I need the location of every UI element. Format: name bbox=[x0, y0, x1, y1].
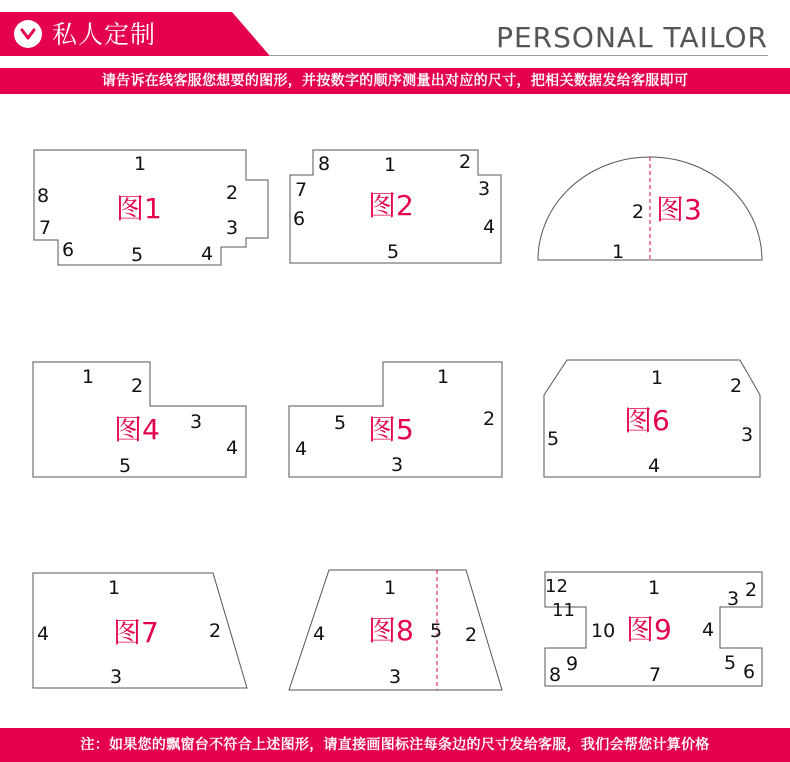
diagram-4-label-4: 4 bbox=[226, 437, 239, 459]
diagram-1-label-1: 1 bbox=[134, 153, 147, 175]
diagram-2-caption: 图2 bbox=[368, 189, 414, 222]
diagram-5-label-2: 2 bbox=[483, 408, 496, 430]
diagram-3-caption: 图3 bbox=[656, 193, 702, 226]
header-title: 私人定制 bbox=[52, 20, 157, 49]
diagram-5-label-4: 4 bbox=[295, 438, 308, 460]
diagram-9-label-10: 10 bbox=[591, 620, 616, 642]
diagram-7-label-1: 1 bbox=[108, 577, 121, 599]
diagram-6-label-3: 3 bbox=[741, 424, 754, 446]
diagram-7-label-2: 2 bbox=[209, 620, 222, 642]
diagram-1-label-6: 6 bbox=[62, 239, 75, 261]
diagram-8-label-5: 5 bbox=[430, 620, 443, 642]
diagram-7-label-3: 3 bbox=[110, 666, 123, 688]
diagram-6-label-1: 1 bbox=[651, 367, 664, 389]
diagram-8-label-1: 1 bbox=[384, 577, 397, 599]
diagram-9-label-4: 4 bbox=[702, 619, 715, 641]
diagram-8-label-2: 2 bbox=[465, 624, 478, 646]
diagram-4 bbox=[33, 362, 246, 477]
diagram-9-caption: 图9 bbox=[626, 613, 672, 646]
diagram-5-caption: 图5 bbox=[368, 413, 414, 446]
diagram-1-label-7: 7 bbox=[39, 217, 52, 239]
diagram-9-label-2: 2 bbox=[745, 579, 758, 601]
diagram-9-label-8: 8 bbox=[549, 664, 562, 686]
diagram-5-label-5: 5 bbox=[334, 412, 347, 434]
diagram-8-caption: 图8 bbox=[368, 614, 414, 647]
diagram-9-label-1: 1 bbox=[648, 577, 661, 599]
diagram-1-label-8: 8 bbox=[37, 185, 50, 207]
diagram-9-label-7: 7 bbox=[649, 664, 662, 686]
instruction-bar: 请告诉在线客服您想要的图形，并按数字的顺序测量出对应的尺寸，把相关数据发给客服即可 bbox=[0, 68, 790, 94]
diagram-9-label-9: 9 bbox=[566, 653, 579, 675]
diagram-4-label-3: 3 bbox=[190, 411, 203, 433]
diagram-4-caption: 图4 bbox=[114, 413, 160, 446]
diagram-6-caption: 图6 bbox=[624, 404, 670, 437]
diagram-2-label-4: 4 bbox=[483, 216, 496, 238]
diagram-2-label-1: 1 bbox=[384, 154, 397, 176]
diagram-9-label-6: 6 bbox=[743, 661, 756, 683]
diagram-1-caption: 图1 bbox=[116, 192, 162, 225]
header-subtitle-en: PERSONAL TAILOR bbox=[496, 21, 768, 54]
diagram-5-label-1: 1 bbox=[437, 366, 450, 388]
footer-note: 注：如果您的飘窗台不符合上述图形，请直接画图标注每条边的尺寸发给客服，我们会帮您计算价格 bbox=[0, 728, 790, 762]
diagram-3-label-1: 1 bbox=[612, 241, 625, 263]
diagram-4-label-2: 2 bbox=[131, 375, 144, 397]
diagram-8 bbox=[289, 570, 502, 690]
diagram-2-label-3: 3 bbox=[478, 178, 491, 200]
diagram-2-label-2: 2 bbox=[459, 151, 472, 173]
diagram-9-label-5: 5 bbox=[724, 652, 737, 674]
diagram-5-label-3: 3 bbox=[391, 454, 404, 476]
diagram-2-label-7: 7 bbox=[295, 179, 308, 201]
diagram-7-caption: 图7 bbox=[113, 616, 159, 649]
diagram-3-label-2: 2 bbox=[632, 201, 645, 223]
diagram-5 bbox=[289, 362, 502, 477]
diagram-7 bbox=[33, 573, 247, 688]
diagram-2-label-5: 5 bbox=[387, 241, 400, 263]
diagram-6-label-2: 2 bbox=[730, 375, 743, 397]
diagram-8-label-3: 3 bbox=[389, 666, 402, 688]
diagram-6 bbox=[544, 360, 760, 477]
diagram-4-label-5: 5 bbox=[119, 455, 132, 477]
diagram-9-label-12: 12 bbox=[545, 576, 568, 597]
diagram-2-label-6: 6 bbox=[293, 208, 306, 230]
diagram-3 bbox=[538, 157, 762, 263]
diagram-1-label-4: 4 bbox=[201, 243, 214, 265]
diagram-8-label-4: 4 bbox=[313, 623, 326, 645]
diagram-7-label-4: 4 bbox=[37, 623, 50, 645]
diagram-2 bbox=[290, 150, 501, 263]
diagram-1-label-5: 5 bbox=[131, 244, 144, 266]
diagram-1 bbox=[34, 150, 268, 266]
diagram-9-label-11: 11 bbox=[552, 600, 575, 621]
diagram-9 bbox=[545, 572, 762, 686]
diagram-4-label-1: 1 bbox=[82, 366, 95, 388]
diagram-1-label-3: 3 bbox=[226, 217, 239, 239]
diagram-2-label-8: 8 bbox=[318, 153, 331, 175]
diagram-6-label-4: 4 bbox=[648, 455, 661, 477]
diagram-9-label-3: 3 bbox=[727, 588, 740, 610]
diagram-6-label-5: 5 bbox=[547, 428, 560, 450]
diagram-1-label-2: 2 bbox=[226, 182, 239, 204]
